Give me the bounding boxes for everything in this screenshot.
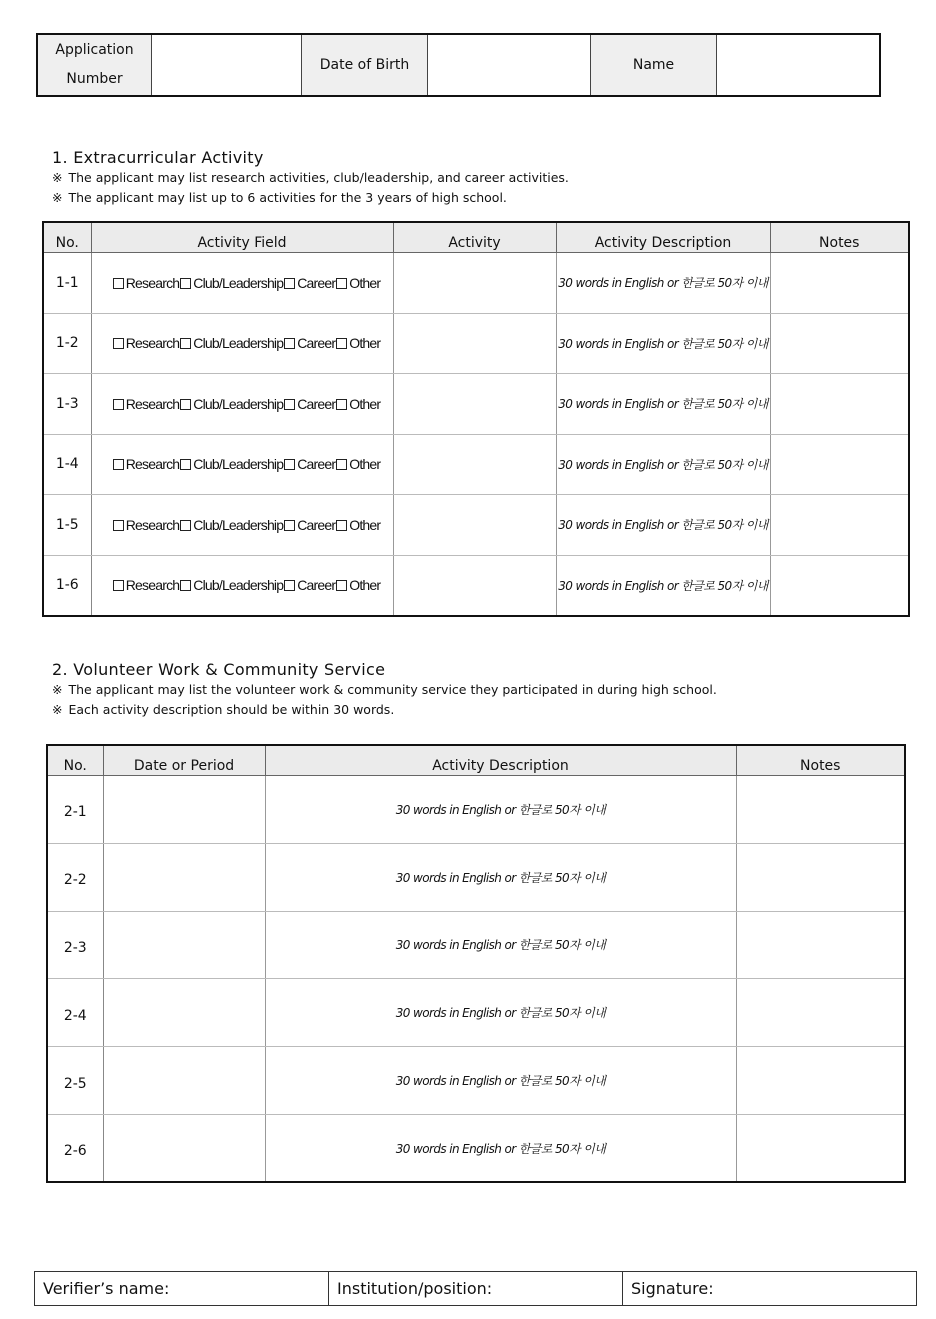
checkbox-label: Club/Leadership [193,335,284,352]
table-row [43,313,909,374]
checkbox-label: Career [297,335,336,352]
checkbox-label: Research [125,516,180,533]
checkbox-label: Other [349,335,381,352]
checkbox-label: Other [349,274,381,291]
col-header-activity-description: Activity Description [265,745,736,776]
section2-note-2-text: Each activity description should be within 30 words. [68,702,395,717]
checkbox-club-leadership[interactable] [180,459,191,470]
col-header-no: No. [47,745,103,776]
activity-description-input[interactable] [265,1047,736,1115]
name-field[interactable] [717,34,881,96]
checkbox-research[interactable] [113,278,124,289]
volunteer-work-table [46,744,906,1183]
checkbox-career[interactable] [284,338,295,349]
checkbox-label: Career [297,274,336,291]
activity-description-input[interactable] [556,374,770,435]
application-number-label-line2: Number [66,71,123,87]
row-number: 1-6 [43,555,91,616]
table-row [43,434,909,495]
extracurricular-activity-table [42,221,910,617]
checkbox-other[interactable] [336,278,347,289]
col-header-date-or-period: Date or Period [103,745,265,776]
row-number: 1-1 [43,253,91,314]
description-hint: 30 words in English or 한글로 50자 이내 [395,870,606,885]
description-hint: 30 words in English or 한글로 50자 이내 [558,276,768,291]
applicant-info-table [36,33,881,97]
description-hint: 30 words in English or 한글로 50자 이내 [395,802,606,817]
table-row [43,555,909,616]
row-number: 2-2 [47,843,103,911]
signature-label: Signature: [631,1279,714,1298]
row-number: 1-2 [43,313,91,374]
date-or-period-input[interactable] [103,776,265,844]
description-hint: 30 words in English or 한글로 50자 이내 [558,457,768,472]
checkbox-other[interactable] [336,338,347,349]
checkbox-career[interactable] [284,580,295,591]
notes-input[interactable] [770,253,909,314]
note-mark-icon: ※ [52,702,63,717]
activity-description-input[interactable] [556,434,770,495]
checkbox-club-leadership[interactable] [180,399,191,410]
checkbox-other[interactable] [336,399,347,410]
description-hint: 30 words in English or 한글로 50자 이내 [558,578,768,593]
checkbox-career[interactable] [284,399,295,410]
notes-input[interactable] [770,434,909,495]
table-row [47,776,905,844]
section1-title: 1. Extracurricular Activity [52,148,264,167]
checkbox-label: Club/Leadership [193,577,284,593]
description-hint: 30 words in English or 한글로 50자 이내 [395,1074,606,1089]
checkbox-club-leadership[interactable] [180,338,191,349]
checkbox-research[interactable] [113,520,124,531]
notes-input[interactable] [770,374,909,435]
description-hint: 30 words in English or 한글로 50자 이내 [395,938,606,953]
date-of-birth-label: Date of Birth [302,34,428,96]
table-row [47,843,905,911]
checkbox-label: Career [297,395,336,412]
application-number-label [37,34,152,96]
section1-note-2-text: The applicant may list up to 6 activities for the 3 years of high school. [68,190,507,205]
checkbox-research[interactable] [113,399,124,410]
table-row [47,1114,905,1182]
table-row [47,911,905,979]
checkbox-label: Other [349,456,381,473]
col-header-notes: Notes [736,745,905,776]
checkbox-club-leadership[interactable] [180,580,191,591]
col-header-activity: Activity [393,222,556,253]
description-hint: 30 words in English or 한글로 50자 이내 [395,1006,606,1021]
signature-field[interactable] [623,1272,917,1306]
row-number: 1-3 [43,374,91,435]
activity-input[interactable] [393,313,556,374]
col-header-activity-field: Activity Field [91,222,393,253]
activity-description-input[interactable] [265,1114,736,1182]
activity-field-options [91,555,393,616]
note-mark-icon: ※ [52,190,63,205]
section2-note-2 [52,702,394,717]
checkbox-label: Other [349,516,381,533]
table-row [47,1047,905,1115]
activity-description-input[interactable] [556,495,770,556]
note-mark-icon: ※ [52,682,63,697]
date-or-period-input[interactable] [103,979,265,1047]
checkbox-club-leadership[interactable] [180,278,191,289]
checkbox-label: Other [349,395,381,412]
activity-input[interactable] [393,374,556,435]
section1-note-1 [52,170,569,185]
row-number: 1-4 [43,434,91,495]
notes-input[interactable] [736,1114,905,1182]
checkbox-career[interactable] [284,520,295,531]
checkbox-label: Club/Leadership [193,516,284,533]
section1-note-2 [52,190,507,205]
section2-note-1-text: The applicant may list the volunteer work & community service they participated in during high school. [68,682,717,697]
checkbox-label: Research [125,395,180,412]
checkbox-label: Research [125,577,180,593]
verifier-table [34,1271,917,1306]
notes-input[interactable] [736,979,905,1047]
notes-input[interactable] [736,1047,905,1115]
application-number-field[interactable] [152,34,302,96]
activity-field-options [91,253,393,314]
institution-position-field[interactable] [329,1272,623,1306]
activity-field-options [91,495,393,556]
activity-description-input[interactable] [265,979,736,1047]
section1-note-1-text: The applicant may list research activities, club/leadership, and career activities. [68,170,569,185]
checkbox-label: Research [125,456,180,473]
table-row [43,374,909,435]
description-hint: 30 words in English or 한글로 50자 이내 [558,518,768,533]
activity-field-options [91,313,393,374]
date-or-period-input[interactable] [103,1047,265,1115]
checkbox-label: Other [349,577,381,593]
checkbox-label: Career [297,577,336,593]
section2-title: 2. Volunteer Work & Community Service [52,660,386,679]
row-number: 2-6 [47,1114,103,1182]
application-number-label-line1: Application [55,42,134,58]
row-number: 1-5 [43,495,91,556]
note-mark-icon: ※ [52,170,63,185]
row-number: 2-1 [47,776,103,844]
col-header-no: No. [43,222,91,253]
table-row [47,979,905,1047]
notes-input[interactable] [736,843,905,911]
notes-input[interactable] [770,313,909,374]
activity-description-input[interactable] [265,843,736,911]
checkbox-label: Research [125,335,180,352]
table-row [43,495,909,556]
checkbox-label: Research [125,274,180,291]
notes-input[interactable] [736,776,905,844]
row-number: 2-4 [47,979,103,1047]
date-or-period-input[interactable] [103,843,265,911]
table-row [43,253,909,314]
row-number: 2-3 [47,911,103,979]
description-hint: 30 words in English or 한글로 50자 이내 [558,336,768,351]
activity-description-input[interactable] [556,253,770,314]
checkbox-label: Club/Leadership [193,274,284,291]
notes-input[interactable] [770,555,909,616]
verifier-name-label: Verifier’s name: [43,1279,170,1298]
checkbox-research[interactable] [113,459,124,470]
checkbox-research[interactable] [113,338,124,349]
description-hint: 30 words in English or 한글로 50자 이내 [395,1141,606,1156]
activity-description-input[interactable] [265,911,736,979]
name-label: Name [591,34,717,96]
institution-position-label: Institution/position: [337,1279,493,1298]
checkbox-other[interactable] [336,580,347,591]
date-or-period-input[interactable] [103,1114,265,1182]
activity-description-input[interactable] [556,313,770,374]
checkbox-label: Career [297,516,336,533]
notes-input[interactable] [770,495,909,556]
col-header-activity-description: Activity Description [556,222,770,253]
checkbox-career[interactable] [284,459,295,470]
checkbox-club-leadership[interactable] [180,520,191,531]
activity-input[interactable] [393,495,556,556]
activity-input[interactable] [393,253,556,314]
checkbox-other[interactable] [336,459,347,470]
verifier-name-field[interactable] [35,1272,329,1306]
date-of-birth-field[interactable] [428,34,591,96]
checkbox-label: Club/Leadership [193,395,284,412]
checkbox-label: Career [297,456,336,473]
checkbox-other[interactable] [336,520,347,531]
activity-field-options [91,374,393,435]
checkbox-label: Club/Leadership [193,456,284,473]
activity-input[interactable] [393,434,556,495]
checkbox-research[interactable] [113,580,124,591]
row-number: 2-5 [47,1047,103,1115]
checkbox-career[interactable] [284,278,295,289]
section2-note-1 [52,682,717,697]
activity-description-input[interactable] [265,776,736,844]
description-hint: 30 words in English or 한글로 50자 이내 [558,397,768,412]
date-or-period-input[interactable] [103,911,265,979]
notes-input[interactable] [736,911,905,979]
activity-field-options [91,434,393,495]
activity-input[interactable] [393,555,556,616]
col-header-notes: Notes [770,222,909,253]
activity-description-input[interactable] [556,555,770,616]
